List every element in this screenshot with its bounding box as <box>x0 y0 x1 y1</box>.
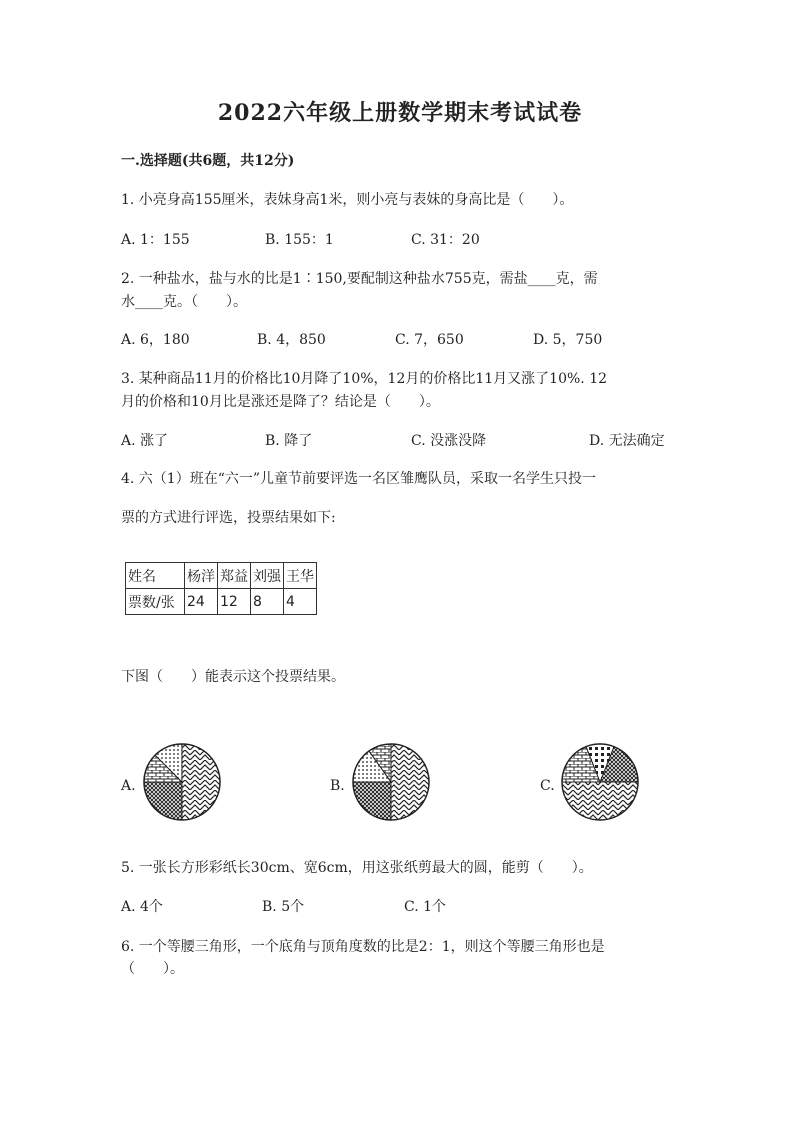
pie-chart-b[interactable] <box>349 740 433 824</box>
table-header-cell: 姓名 <box>126 563 185 589</box>
pie-option-c-label[interactable]: C. <box>540 778 555 794</box>
table-cell: 4 <box>284 589 317 615</box>
q3-option-b[interactable]: B. 降了 <box>265 433 313 449</box>
table-header-cell: 郑益 <box>218 563 251 589</box>
table-cell: 24 <box>185 589 218 615</box>
q5-option-b[interactable]: B. 5个 <box>262 899 305 915</box>
pie-slice <box>391 744 429 820</box>
q5-option-c[interactable]: C. 1个 <box>404 899 447 915</box>
q3-option-d[interactable]: D. 无法确定 <box>589 433 665 449</box>
question-3-line-1: 3. 某种商品11月的价格比10月降了10%，12月的价格比11月又涨了10%. 12 <box>121 371 608 387</box>
q5-option-a[interactable]: A. 4个 <box>121 899 163 915</box>
pie-chart-a[interactable] <box>140 740 224 824</box>
vote-table <box>125 562 317 615</box>
question-2-line-1: 2. 一种盐水，盐与水的比是1∶150,要配制这种盐水755克，需盐____克，需 <box>121 271 598 287</box>
q2-option-c[interactable]: C. 7，650 <box>395 332 464 348</box>
table-cell: 12 <box>218 589 251 615</box>
table-header-cell: 刘强 <box>251 563 284 589</box>
q1-option-a[interactable]: A. 1：155 <box>121 232 190 248</box>
question-2-line-2: 水____克。（ ）。 <box>121 294 247 310</box>
question-4-line-2: 票的方式进行评选，投票结果如下: <box>121 510 336 526</box>
q2-option-a[interactable]: A. 6，180 <box>121 332 190 348</box>
question-6-line-2: （ ）。 <box>121 961 184 977</box>
pie-option-a-label[interactable]: A. <box>121 778 136 794</box>
q3-option-c[interactable]: C. 没涨没降 <box>411 433 487 449</box>
question-6-line-1: 6. 一个等腰三角形，一个底角与顶角度数的比是2：1，则这个等腰三角形也是 <box>121 939 605 955</box>
question-1-text: 1. 小亮身高155厘米，表妹身高1米，则小亮与表妹的身高比是（ ）。 <box>121 192 574 208</box>
table-cell: 票数/张 <box>126 589 185 615</box>
pie-option-b-label[interactable]: B. <box>330 778 345 794</box>
table-header-cell: 杨洋 <box>185 563 218 589</box>
question-3-line-2: 月的价格和10月比是涨还是降了？结论是（ ）。 <box>121 394 440 410</box>
q3-option-a[interactable]: A. 涨了 <box>121 433 169 449</box>
section-heading: 一.选择题(共6题，共12分) <box>121 153 295 169</box>
q1-option-b[interactable]: B. 155：1 <box>265 232 334 248</box>
q2-option-b[interactable]: B. 4，850 <box>257 332 326 348</box>
vote-table-data-row <box>126 589 317 615</box>
page-title: 2022六年级上册数学期末考试试卷 <box>217 100 583 126</box>
pie-chart-c[interactable] <box>558 740 642 824</box>
pie-slice <box>182 744 220 820</box>
q1-option-c[interactable]: C. 31：20 <box>411 232 480 248</box>
vote-table-header-row <box>126 563 317 589</box>
table-cell: 8 <box>251 589 284 615</box>
table-header-cell: 王华 <box>284 563 317 589</box>
pie-slice <box>562 782 638 820</box>
question-4-prompt: 下图（ ）能表示这个投票结果。 <box>121 669 345 685</box>
q2-option-d[interactable]: D. 5，750 <box>533 332 603 348</box>
question-4-line-1: 4. 六（1）班在“六一”儿童节前要评选一名区雏鹰队员，采取一名学生只投一 <box>121 471 597 487</box>
question-5-text: 5. 一张长方形彩纸长30cm、宽6cm，用这张纸剪最大的圆，能剪（ ）。 <box>121 860 593 876</box>
